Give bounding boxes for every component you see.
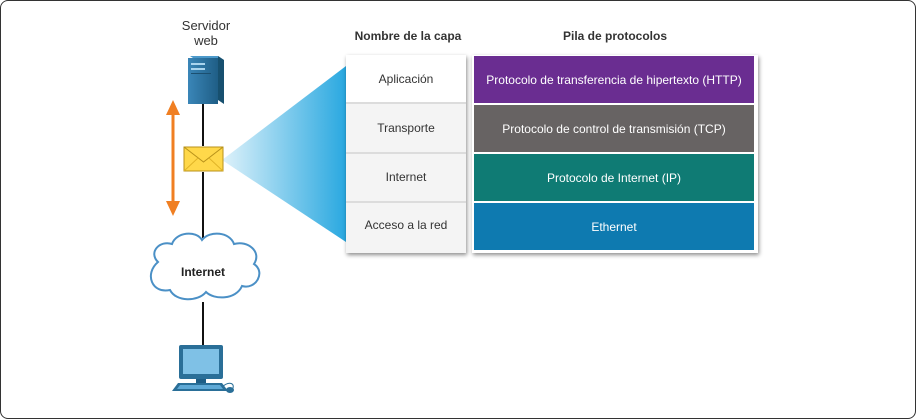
data-beam [222, 66, 346, 242]
server-label-line1: Servidor [181, 18, 231, 33]
bidirectional-arrow-icon [166, 100, 180, 216]
server-label [168, 18, 244, 48]
envelope-icon [184, 147, 223, 171]
layer-network-access: Acceso a la red [364, 217, 448, 232]
protocol-http: Protocolo de transferencia de hipertexto (HTTP) [474, 56, 754, 103]
layer-name-header: Nombre de la capa [354, 29, 462, 43]
server-icon [188, 56, 224, 104]
computer-icon [172, 345, 234, 393]
layer-transport: Transporte [377, 120, 435, 135]
layer-internet: Internet [385, 169, 427, 184]
cloud-label: Internet [180, 265, 225, 279]
protocol-stack-header: Pila de protocolos [562, 29, 667, 43]
layer-application: Aplicación [346, 55, 466, 102]
server-label-line2: web [194, 33, 218, 48]
protocol-tcp: Protocolo de control de transmisión (TCP) [474, 105, 754, 152]
protocol-stack-column [472, 55, 758, 253]
protocol-ip: Protocolo de Internet (IP) [474, 154, 754, 201]
layer-name-column [346, 55, 466, 253]
protocol-ethernet: Ethernet [474, 203, 754, 250]
